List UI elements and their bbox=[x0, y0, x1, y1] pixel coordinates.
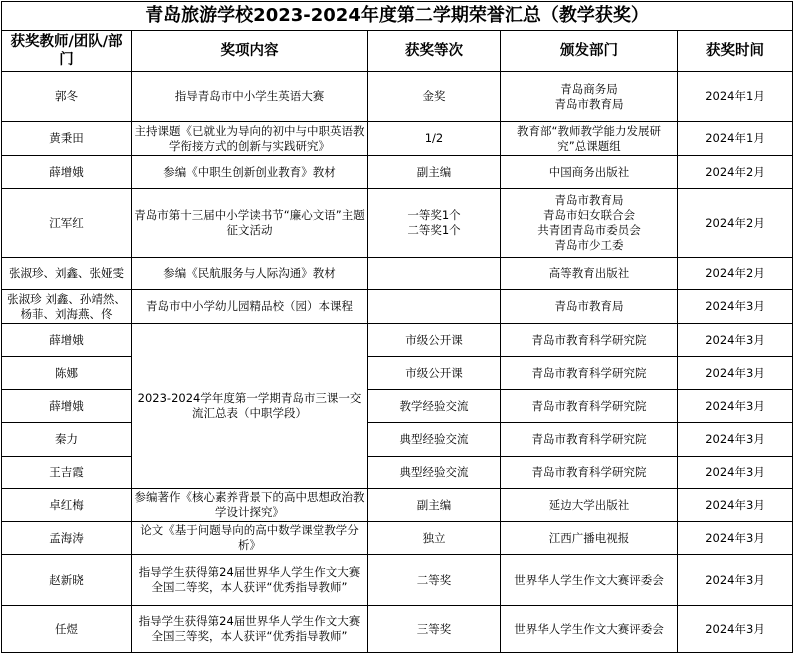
cell-issuer-line: 共青团青岛市委员会 bbox=[537, 223, 641, 237]
table-row bbox=[2, 156, 793, 189]
cell-issuer-line: 世界华人学生作文大赛评委会 bbox=[514, 572, 664, 587]
header-content: 奖项内容 bbox=[132, 31, 368, 72]
cell-date: 2024年1月 bbox=[678, 122, 793, 156]
cell-issuer-line: 青岛市妇女联合会 bbox=[543, 208, 635, 222]
cell-level: 金奖 bbox=[368, 72, 501, 122]
cell-content: 指导学生获得第24届世界华人学生作文大赛全国二等奖，本人获评“优秀指导教师” bbox=[132, 555, 368, 606]
cell-date: 2024年3月 bbox=[678, 290, 793, 324]
cell-issuer-line: 青岛市教育局 bbox=[554, 96, 624, 111]
table-row bbox=[2, 423, 793, 457]
cell-teacher: 孟海涛 bbox=[2, 522, 132, 555]
cell-level bbox=[368, 189, 501, 258]
table-row bbox=[2, 606, 793, 653]
cell-issuer bbox=[501, 423, 678, 457]
table-row bbox=[2, 72, 793, 122]
cell-date: 2024年2月 bbox=[678, 156, 793, 189]
cell-content: 主持课题《已就业为导向的初中与中职英语教学衔接方式的创新与实践研究》 bbox=[132, 122, 368, 156]
cell-level: 副主编 bbox=[368, 489, 501, 522]
table-row bbox=[2, 290, 793, 324]
table-row bbox=[2, 457, 793, 489]
header-row bbox=[2, 31, 793, 72]
cell-issuer bbox=[501, 258, 678, 290]
cell-level: 1/2 bbox=[368, 122, 501, 156]
cell-issuer-line: 青岛商务局 bbox=[560, 81, 618, 96]
cell-teacher: 郭冬 bbox=[2, 72, 132, 122]
table-row bbox=[2, 555, 793, 606]
cell-teacher: 薛增娥 bbox=[2, 390, 132, 423]
cell-date: 2024年2月 bbox=[678, 258, 793, 290]
cell-teacher: 卓红梅 bbox=[2, 489, 132, 522]
cell-issuer-line: 青岛市少工委 bbox=[554, 238, 624, 252]
cell-teacher: 黄秉田 bbox=[2, 122, 132, 156]
cell-level: 教学经验交流 bbox=[368, 390, 501, 423]
cell-issuer bbox=[501, 606, 678, 653]
cell-issuer-line: 青岛市教育科学研究院 bbox=[531, 332, 647, 347]
table-row bbox=[2, 489, 793, 522]
cell-issuer-line: 世界华人学生作文大赛评委会 bbox=[514, 621, 664, 636]
cell-content: 2023-2024学年度第一学期青岛市三课一交流汇总表（中职学段） bbox=[132, 324, 368, 489]
cell-date: 2024年3月 bbox=[678, 457, 793, 489]
cell-content: 青岛市中小学幼儿园精品校（园）本课程 bbox=[132, 290, 368, 324]
cell-teacher: 赵新晓 bbox=[2, 555, 132, 606]
cell-date: 2024年3月 bbox=[678, 555, 793, 606]
header-teacher: 获奖教师/团队/部门 bbox=[2, 31, 132, 72]
cell-issuer bbox=[501, 290, 678, 324]
table-row bbox=[2, 522, 793, 555]
cell-issuer bbox=[501, 156, 678, 189]
cell-level-line: 二等奖1个 bbox=[407, 223, 461, 237]
cell-teacher: 张淑珍 刘鑫、孙靖然、杨菲、刘海燕、佟 bbox=[2, 290, 132, 324]
cell-issuer-line: 青岛市教育局 bbox=[554, 299, 624, 313]
cell-level-line: 一等奖1个 bbox=[407, 208, 461, 222]
table-row bbox=[2, 390, 793, 423]
cell-level bbox=[368, 290, 501, 324]
header-date: 获奖时间 bbox=[678, 31, 793, 72]
cell-issuer bbox=[501, 555, 678, 606]
cell-date: 2024年1月 bbox=[678, 72, 793, 122]
cell-content: 参编著作《核心素养背景下的高中思想政治教学设计探究》 bbox=[132, 489, 368, 522]
cell-date: 2024年3月 bbox=[678, 357, 793, 390]
sheet-title: 青岛旅游学校2023-2024年度第二学期荣誉汇总（教学获奖） bbox=[2, 2, 793, 31]
cell-teacher: 薛增娥 bbox=[2, 324, 132, 357]
cell-content: 参编《民航服务与人际沟通》教材 bbox=[132, 258, 368, 290]
table-row bbox=[2, 258, 793, 290]
table-row bbox=[2, 122, 793, 156]
cell-issuer-line: 中国商务出版社 bbox=[548, 164, 630, 179]
cell-date: 2024年3月 bbox=[678, 606, 793, 653]
table-row bbox=[2, 324, 793, 357]
header-level: 获奖等次 bbox=[368, 31, 501, 72]
cell-content: 参编《中职生创新创业教育》教材 bbox=[132, 156, 368, 189]
table-row bbox=[2, 189, 793, 258]
cell-issuer bbox=[501, 189, 678, 258]
cell-issuer-line: 教育部“教师教学能力发展研究”总课题组 bbox=[517, 123, 661, 153]
cell-issuer-line: 高等教育出版社 bbox=[548, 266, 630, 280]
cell-level: 独立 bbox=[368, 522, 501, 555]
cell-issuer-line: 青岛市教育科学研究院 bbox=[531, 432, 647, 446]
cell-date: 2024年3月 bbox=[678, 522, 793, 555]
cell-level: 三等奖 bbox=[368, 606, 501, 653]
cell-issuer bbox=[501, 390, 678, 423]
cell-issuer bbox=[501, 72, 678, 122]
cell-date: 2024年3月 bbox=[678, 390, 793, 423]
cell-teacher: 江军红 bbox=[2, 189, 132, 258]
cell-teacher: 秦力 bbox=[2, 423, 132, 457]
header-issuer: 颁发部门 bbox=[501, 31, 678, 72]
cell-teacher: 王吉霞 bbox=[2, 457, 132, 489]
cell-issuer bbox=[501, 457, 678, 489]
cell-issuer bbox=[501, 489, 678, 522]
cell-level: 副主编 bbox=[368, 156, 501, 189]
cell-level: 典型经验交流 bbox=[368, 423, 501, 457]
cell-teacher: 张淑珍、刘鑫、张娅雯 bbox=[2, 258, 132, 290]
cell-issuer-line: 青岛市教育科学研究院 bbox=[531, 398, 647, 413]
cell-content: 指导青岛市中小学生英语大赛 bbox=[132, 72, 368, 122]
cell-content: 青岛市第十三届中小学读书节“廉心文语”主题征文活动 bbox=[132, 189, 368, 258]
cell-issuer bbox=[501, 357, 678, 390]
cell-level: 市级公开课 bbox=[368, 357, 501, 390]
cell-issuer bbox=[501, 522, 678, 555]
cell-teacher: 任煜 bbox=[2, 606, 132, 653]
cell-content: 论文《基于问题导向的高中数学课堂教学分析》 bbox=[132, 522, 368, 555]
cell-issuer-line: 青岛市教育局 bbox=[554, 193, 624, 207]
cell-level: 二等奖 bbox=[368, 555, 501, 606]
cell-issuer bbox=[501, 122, 678, 156]
honors-table bbox=[1, 1, 793, 653]
cell-teacher: 陈娜 bbox=[2, 357, 132, 390]
cell-date: 2024年3月 bbox=[678, 489, 793, 522]
cell-level: 市级公开课 bbox=[368, 324, 501, 357]
cell-date: 2024年2月 bbox=[678, 189, 793, 258]
table-row bbox=[2, 357, 793, 390]
cell-issuer bbox=[501, 324, 678, 357]
cell-level bbox=[368, 258, 501, 290]
cell-issuer-line: 青岛市教育科学研究院 bbox=[531, 365, 647, 380]
cell-issuer-line: 青岛市教育科学研究院 bbox=[531, 465, 647, 479]
cell-content: 指导学生获得第24届世界华人学生作文大赛全国三等奖，本人获评“优秀指导教师” bbox=[132, 606, 368, 653]
cell-date: 2024年3月 bbox=[678, 324, 793, 357]
cell-issuer-line: 江西广播电视报 bbox=[548, 530, 630, 545]
cell-date: 2024年3月 bbox=[678, 423, 793, 457]
cell-teacher: 薛增娥 bbox=[2, 156, 132, 189]
cell-issuer-line: 延边大学出版社 bbox=[548, 497, 630, 512]
cell-level: 典型经验交流 bbox=[368, 457, 501, 489]
